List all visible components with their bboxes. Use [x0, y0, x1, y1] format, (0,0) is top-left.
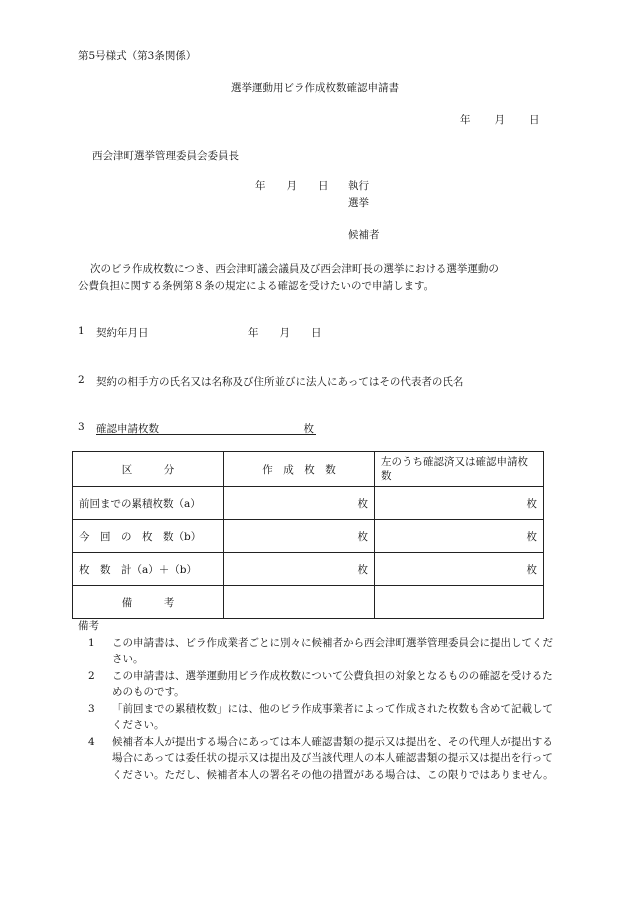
election-held-label: 執行	[348, 180, 369, 192]
application-table	[72, 451, 544, 619]
note-number: 2	[88, 669, 95, 682]
header-confirmed-count: 左のうち確認済又は確認申請枚数	[375, 452, 544, 487]
note-text: この申請書は、ビラ作成業者ごとに別々に候補者から西会津町選挙管理委員会に提出してください。	[112, 636, 553, 665]
note-number: 4	[88, 735, 95, 748]
cell-confirmed: 枚	[375, 553, 544, 586]
cell-created: 枚	[224, 553, 375, 586]
note-number: 1	[88, 636, 95, 649]
item1-number: 1	[78, 325, 85, 337]
election-label: 選挙	[348, 197, 369, 209]
row-label: 前回までの累積枚数（a）	[73, 487, 224, 520]
item2-label: 契約の相手方の氏名又は名称及び住所並びに法人にあってはその代表者の氏名	[96, 376, 464, 388]
cell-created: 枚	[224, 520, 375, 553]
table-header-row	[73, 452, 544, 487]
item3-number: 3	[78, 421, 85, 433]
cell-confirmed	[375, 586, 544, 619]
notes-heading: 備考	[78, 620, 99, 632]
item3-field	[96, 421, 316, 435]
addressee: 西会津町選挙管理委員会委員長	[92, 150, 239, 162]
item3-label: 確認申請枚数	[96, 423, 159, 435]
note-item	[88, 734, 554, 784]
election-date: 年 月 日	[255, 180, 329, 192]
notes-section	[78, 618, 554, 783]
row-label: 枚 数 計（a）＋（b）	[73, 553, 224, 586]
cell-created	[224, 586, 375, 619]
table-row	[73, 520, 544, 553]
table-row	[73, 586, 544, 619]
note-item	[88, 635, 554, 668]
body-text-line1: 次のビラ作成枚数につき、西会津町議会議員及び西会津町長の選挙における選挙運動の	[90, 263, 499, 275]
item1-label: 契約年月日	[96, 327, 149, 339]
note-item	[88, 701, 554, 734]
item2-number: 2	[78, 374, 85, 386]
document-title: 選挙運動用ビラ作成枚数確認申請書	[231, 82, 399, 94]
cell-created: 枚	[224, 487, 375, 520]
candidate-label: 候補者	[348, 229, 380, 241]
note-item	[88, 668, 554, 701]
row-label: 備 考	[73, 586, 224, 619]
cell-confirmed: 枚	[375, 520, 544, 553]
item3-unit: 枚	[303, 423, 314, 435]
row-label: 今 回 の 枚 数（b）	[73, 520, 224, 553]
item1-date: 年 月 日	[248, 327, 322, 339]
form-number-label: 第5号様式（第3条関係）	[78, 50, 197, 62]
note-text: 「前回までの累積枚数」には、他のビラ作成事業者によって作成された枚数も含めて記載してください。	[112, 702, 553, 731]
table-row	[73, 487, 544, 520]
cell-confirmed: 枚	[375, 487, 544, 520]
header-created-count: 作 成 枚 数	[224, 452, 375, 487]
body-text-line2: 公費負担に関する条例第８条の規定による確認を受けたいので申請します。	[78, 280, 435, 292]
header-category: 区 分	[73, 452, 224, 487]
submission-date: 年 月 日	[460, 114, 541, 126]
note-text: 候補者本人が提出する場合にあっては本人確認書類の提示又は提出を、その代理人が提出する場合にあっては委任状の提示又は提出及び当該代理人の本人確認書類の提示又は提出を行ってください。ただし、候補者本人の署名その他の措置がある場合は、この限りではありません。	[112, 735, 554, 781]
note-number: 3	[88, 702, 95, 715]
table-row	[73, 553, 544, 586]
note-text: この申請書は、選挙運動用ビラ作成枚数について公費負担の対象となるものの確認を受けるためのものです。	[112, 669, 553, 698]
